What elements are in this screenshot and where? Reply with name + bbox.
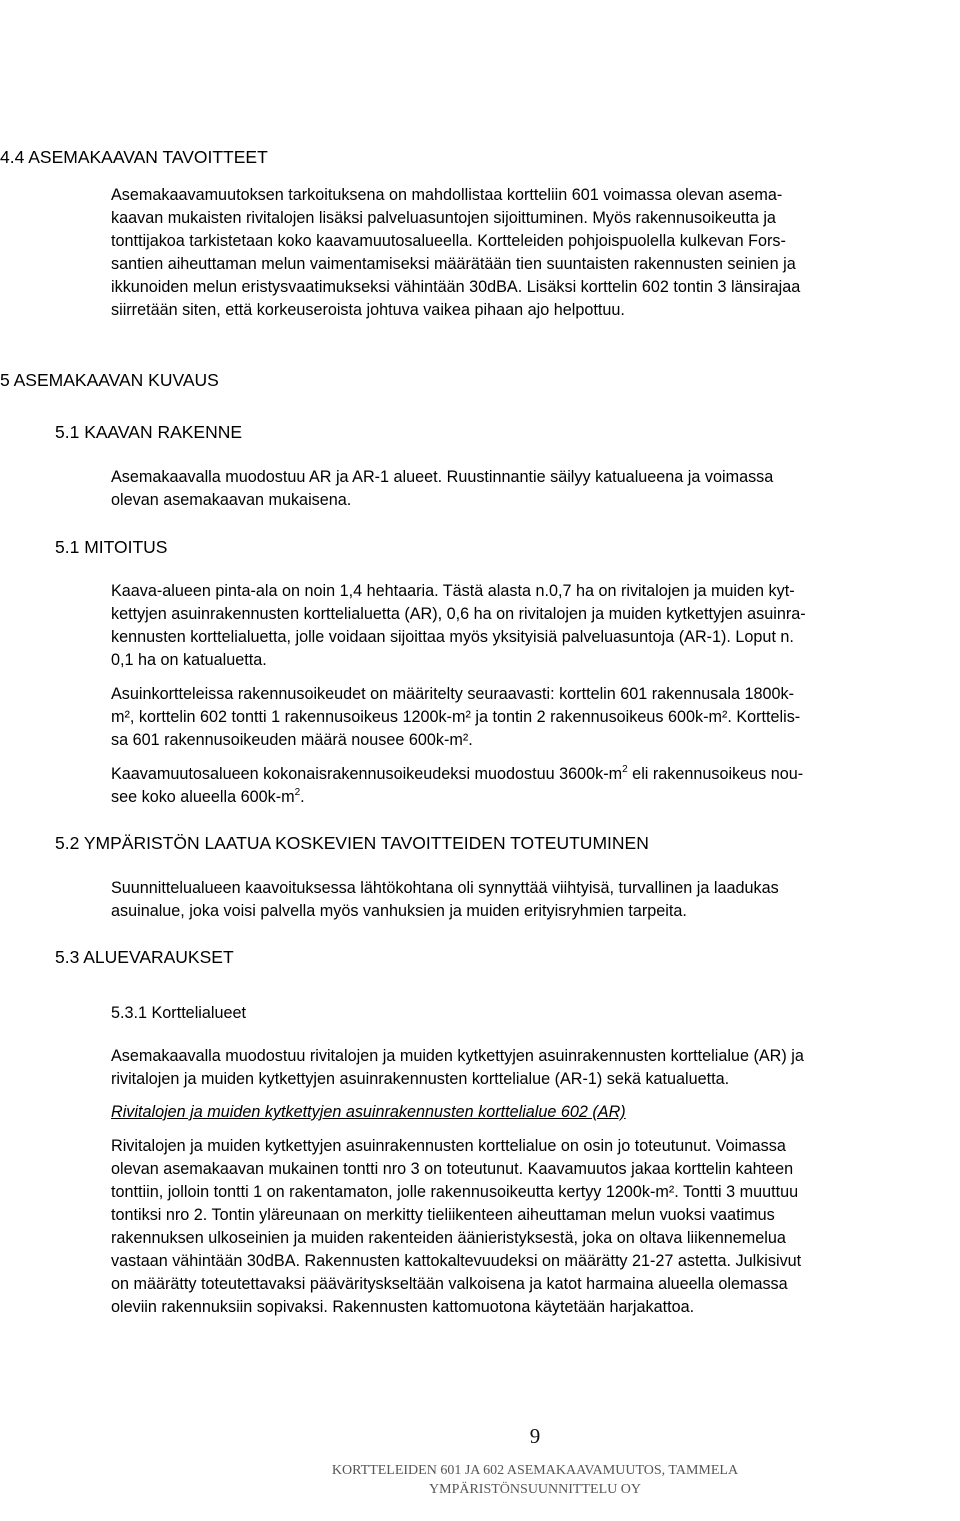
superscript: 2 xyxy=(622,764,628,775)
text-line: kennusten korttelialuetta, jolle voidaan sijoittaa myös yksityisiä palveluasuntoja (AR-1). Loput n. xyxy=(111,628,794,646)
text-run: . xyxy=(300,788,305,806)
text-line xyxy=(111,786,803,809)
footer-company: YMPÄRISTÖNSUUNNITTELU OY xyxy=(429,1482,641,1497)
text-line: Asemakaavalla muodostuu AR ja AR-1 alueet. Ruustinnantie säilyy katualueena ja voimassa xyxy=(111,468,774,486)
text-line: olevan asemakaavan mukainen tontti nro 3 on toteutunut. Kaavamuutos jakaa korttelin kahteen xyxy=(111,1160,794,1178)
text-line: tonttijakoa tarkistetaan koko kaavamuutosalueella. Kortteleiden pohjoispuolella kulkevan Fors- xyxy=(111,232,786,250)
text-run: eli rakennusoikeus nou- xyxy=(627,765,804,783)
text-line: vastaan vähintään 30dBA. Rakennusten kattokaltevuudeksi on määrätty 21-27 astetta. Julkisivut xyxy=(111,1252,802,1270)
text-line: Asemakaavalla muodostuu rivitalojen ja muiden kytkettyjen asuinrakennusten korttelialue (AR) ja xyxy=(111,1047,804,1065)
section-5-2-paragraph xyxy=(111,877,779,923)
section-5-3-paragraph-2 xyxy=(111,1135,801,1319)
text-line: 0,1 ha on katualuetta. xyxy=(111,651,267,669)
section-4-4-heading: 4.4 ASEMAKAAVAN TAVOITTEET xyxy=(0,147,268,167)
text-line: m², korttelin 602 tontti 1 rakennusoikeus 1200k-m² ja tontin 2 rakennusoikeus 600k-m². Korttelis- xyxy=(111,708,801,726)
footer-title: KORTTELEIDEN 601 JA 602 ASEMAKAAVAMUUTOS, TAMMELA xyxy=(331,1463,739,1478)
section-5-3-heading: 5.3 ALUEVARAUKSET xyxy=(55,947,234,967)
text-line: santien aiheuttaman melun vaimentamiseksi määrätään tien suuntaisten rakennusten seinien ja xyxy=(111,255,796,273)
text-line: asuinalue, joka voisi palvella myös vanhuksien ja muiden erityisryhmien tarpeita. xyxy=(111,902,687,920)
text-line: kaavan mukaisten rivitalojen lisäksi palveluasuntojen sijoittuminen. Myös rakennusoikeutta ja xyxy=(111,209,776,227)
text-line: Asuinkortteleissa rakennusoikeudet on määritelty seuraavasti: korttelin 601 rakennusala 1800k- xyxy=(111,685,794,703)
mitoitus-paragraph-2 xyxy=(111,683,800,752)
section-4-4-paragraph xyxy=(111,184,800,322)
text-run: Kaavamuutosalueen kokonaisrakennusoikeudeksi muodostuu 3600k-m xyxy=(111,765,623,783)
text-line: rivitalojen ja muiden kytkettyjen asuinrakennusten korttelialue (AR-1) sekä katualuetta. xyxy=(111,1070,730,1088)
text-line: ikkunoiden melun eristysvaatimukseksi vähintään 30dBA. Lisäksi korttelin 602 tontin 3 länsirajaa xyxy=(111,278,801,296)
section-5-1-mitoitus-heading: 5.1 MITOITUS xyxy=(55,537,168,557)
text-line: rakennuksen ulkoseinien ja muiden rakenteiden äänieristyksestä, joka on oltava liikennemelua xyxy=(111,1229,786,1247)
section-5-1-rakenne-paragraph xyxy=(111,466,773,512)
text-line: Asemakaavamuutoksen tarkoituksena on mahdollistaa kortteliin 601 voimassa olevan asema- xyxy=(111,186,783,204)
mitoitus-paragraph-1 xyxy=(111,580,806,672)
mitoitus-paragraph-3 xyxy=(111,763,803,809)
text-line: siirretään siten, että korkeuseroista johtuva vaikea pihaan ajo helpottuu. xyxy=(111,301,625,319)
text-line: kettyjen asuinrakennusten korttelialuetta (AR), 0,6 ha on rivitalojen ja muiden kytkettyjen asuinra- xyxy=(111,605,806,623)
section-5-1-rakenne-heading: 5.1 KAAVAN RAKENNE xyxy=(55,422,243,442)
text-line: Suunnittelualueen kaavoituksessa lähtökohtana oli synnyttää viihtyisä, turvallinen ja laadukas xyxy=(111,879,779,897)
text-line: oleviin rakennuksiin sopivaksi. Rakennusten kattomuotona käytetään harjakattoa. xyxy=(111,1298,695,1316)
text-run: see koko alueella 600k-m xyxy=(111,788,295,806)
section-5-3-paragraph-1 xyxy=(111,1045,804,1091)
text-line: Kaava-alueen pinta-ala on noin 1,4 hehtaaria. Tästä alasta n.0,7 ha on rivitalojen ja muiden kyt- xyxy=(111,582,795,600)
section-5-heading: 5 ASEMAKAAVAN KUVAUS xyxy=(0,370,219,390)
section-5-2-heading: 5.2 YMPÄRISTÖN LAATUA KOSKEVIEN TAVOITTEIDEN TOTEUTUMINEN xyxy=(55,833,649,853)
text-line: olevan asemakaavan mukaisena. xyxy=(111,491,352,509)
superscript: 2 xyxy=(294,787,301,798)
section-5-3-1-heading: 5.3.1 Korttelialueet xyxy=(111,1004,246,1022)
text-line: on määrätty toteutettavaksi päävärityskseltään valkoisena ja katot harmaina alueella olemassa xyxy=(111,1275,788,1293)
text-line xyxy=(111,763,803,786)
page-number: 9 xyxy=(529,1424,541,1448)
underlined-subheading: Rivitalojen ja muiden kytkettyjen asuinrakennusten korttelialue 602 (AR) xyxy=(111,1103,626,1121)
text-line: tonttiin, jolloin tontti 1 on rakentamaton, jolle rakennusoikeutta kertyy 1200k-m². Tontti 3 muuttuu xyxy=(111,1183,799,1201)
text-line: sa 601 rakennusoikeuden määrä nousee 600k-m². xyxy=(111,731,473,749)
text-line: tontiksi nro 2. Tontin yläreunaan on merkitty tieliikenteen aiheuttaman melun vuoksi vaatimus xyxy=(111,1206,775,1224)
text-line: Rivitalojen ja muiden kytkettyjen asuinrakennusten korttelialue on osin jo toteutunut. Voimassa xyxy=(111,1137,786,1155)
